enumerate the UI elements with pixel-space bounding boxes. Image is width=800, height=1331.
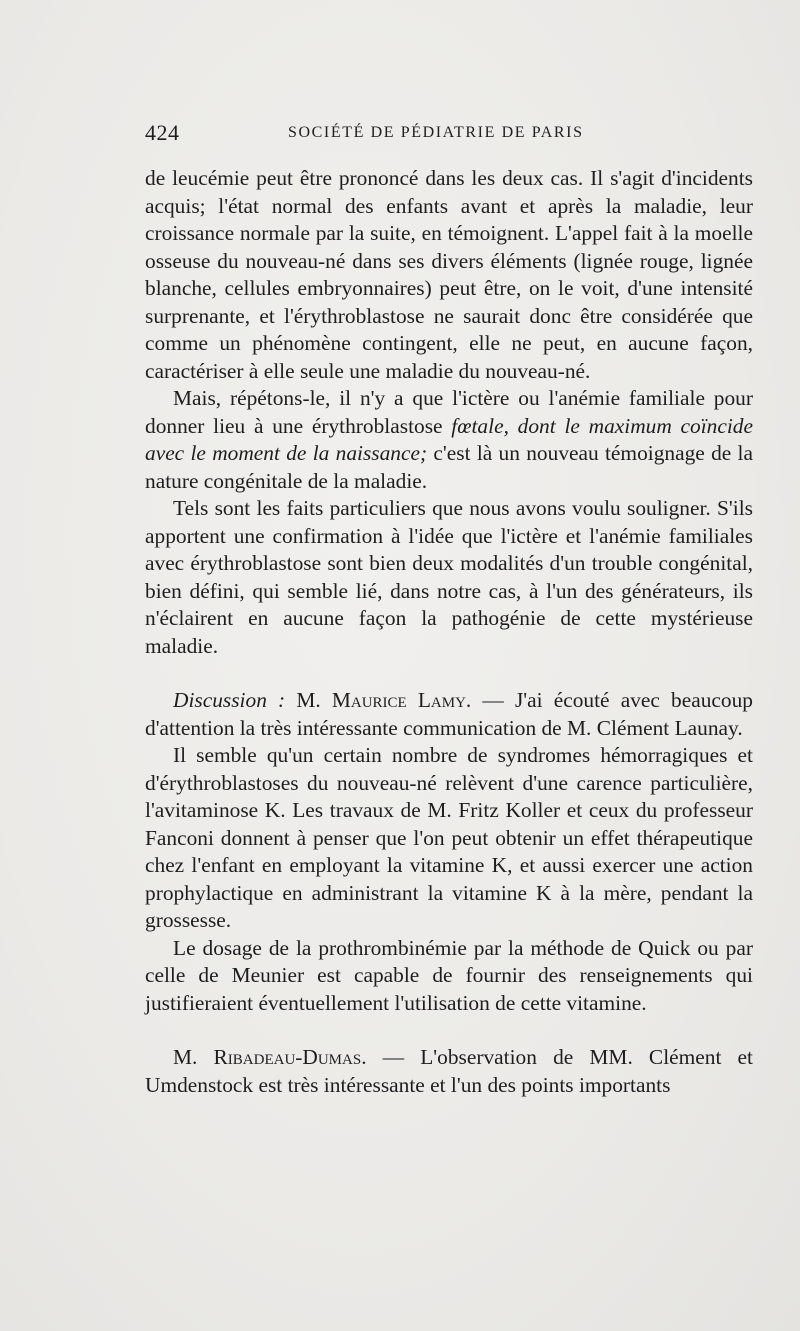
discussion-label: Discussion : — [173, 688, 286, 712]
discussion-speaker-name: Maurice Lamy — [331, 688, 466, 712]
paragraph-1: de leucémie peut être prononcé dans les deux cas. Il s'agit d'incidents acquis; l'état normal des enfants avant et après la maladie, leur croissance normale par la suite, en témoignent. L'appel fait à la moelle osseuse du nouveau-né dans ses divers éléments (lignée rouge, lignée blanche, cellules embryonnaires) peut être, on le voit, d'une intensité surprenante, et l'érythroblastose ne saurait donc être considérée que comme un phénomène contingent, elle ne peut, en aucune façon, caractériser à elle seule une maladie du nouveau-né. — [145, 166, 753, 383]
paragraph-2-end: c'est là un nouveau témoignage de la nature congénitale de la maladie. — [145, 441, 753, 493]
paragraph-6: Le dosage de la prothrombinémie par la méthode de Quick ou par celle de Meunier est capable de fournir des renseignements qui justifieraient éventuellement l'utilisation de cette vitamine. — [145, 935, 753, 1015]
discussion-speaker-prefix: M. — [285, 688, 332, 712]
paragraph-2-start: Mais, répétons-le, il n'y a que l'ictère ou l'anémie familiale pour donner lieu à une érythroblastose — [145, 386, 753, 438]
paragraph-5: Il semble qu'un certain nombre de syndromes hémorragiques et d'érythroblastoses du nouveau-né relèvent d'une carence particulière, l'avitaminose K. Les travaux de M. Fritz Koller et ceux du professeur Fanconi donnent à penser que l'on peut obtenir un effet thérapeutique chez l'enfant en employant la vitamine K, et aussi exercer une action prophylactique en administrant la vitamine K à la mère, pendant la grossesse. — [145, 743, 753, 932]
ribadeau-text: . — L'observation de MM. Clément et Umdenstock est très intéressante et l'un des points importants — [145, 1045, 753, 1097]
page-header — [145, 120, 755, 150]
paragraph-2-italic: fœtale, dont le maximum coïncide avec le moment de la naissance; — [145, 413, 753, 465]
discussion-paragraph — [145, 687, 753, 742]
paragraph-2 — [145, 385, 753, 495]
ribadeau-prefix: M. — [173, 1045, 214, 1069]
running-head: SOCIÉTÉ DE PÉDIATRIE DE PARIS — [288, 124, 584, 141]
discussion-text: . — J'ai écouté avec beaucoup d'attention la très intéressante communication de M. Clément Launay. — [145, 688, 753, 740]
body-text — [145, 165, 753, 1099]
page-number: 424 — [145, 120, 180, 145]
ribadeau-dumas-paragraph — [145, 1044, 753, 1099]
paragraph-3: Tels sont les faits particuliers que nous avons voulu souligner. S'ils apportent une confirmation à l'idée que l'ictère et l'anémie familiales avec érythroblastose sont bien deux modalités d'un trouble congénital, bien défini, qui semble lié, dans notre cas, à l'un des générateurs, ils n'éclairent en aucune façon la pathogénie de cette mystérieuse maladie. — [145, 496, 753, 658]
ribadeau-speaker-name: Ribadeau-Dumas — [213, 1045, 362, 1069]
